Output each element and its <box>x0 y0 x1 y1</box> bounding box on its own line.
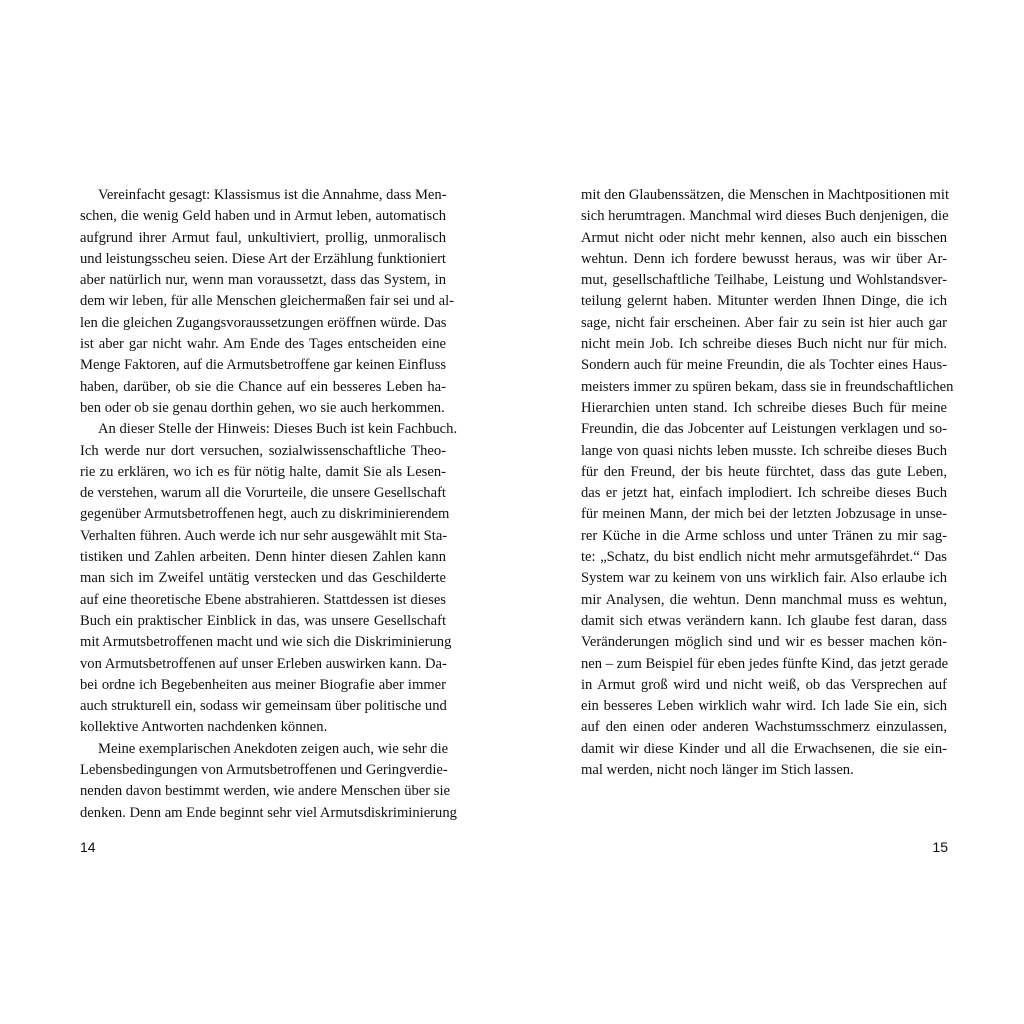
text-line: bei ordne ich Begebenheiten aus meiner Biografie aber immer <box>80 676 446 693</box>
text-line: teilung gelernt haben. Mitunter werden Ihnen Dinge, die ich <box>581 293 947 310</box>
text-line: das er jetzt hat, einfach implodiert. Ich schreibe dieses Buch <box>581 485 947 502</box>
text-line: mal werden, nicht noch länger im Stich lassen. <box>581 762 854 779</box>
text-line: rie zu erklären, wo ich es für nötig halte, damit Sie als Lesen- <box>80 463 446 480</box>
text-line: System war zu keinem von uns wirklich fair. Also erlaube ich <box>581 570 947 587</box>
text-line: haben, darüber, ob sie die Chance auf ein besseres Leben ha- <box>80 378 446 395</box>
text-line: von Armutsbetroffenen auf unser Erleben auswirken kann. Da- <box>80 655 447 672</box>
text-line: de verstehen, warum all die Vorurteile, die unsere Gesellschaft <box>80 485 446 502</box>
text-line: Veränderungen möglich sind und wir es besser machen kön- <box>581 634 947 651</box>
text-line: Buch ein praktischer Einblick in das, was unsere Gesellschaft <box>80 612 446 629</box>
text-line: Freundin, die das Jobcenter auf Leistungen verklagen und so- <box>581 421 947 438</box>
text-line: mit Armutsbetroffenen macht und wie sich die Diskriminierung <box>80 634 452 651</box>
text-line: lange von quasi nichts leben musste. Ich schreibe dieses Buch <box>581 442 947 459</box>
text-line: mir Analysen, die wehtun. Denn manchmal muss es wehtun, <box>581 591 947 608</box>
text-line: nen – zum Beispiel für eben jedes fünfte Kind, das jetzt gerade <box>581 655 949 672</box>
right-page-number: 15 <box>932 839 948 855</box>
text-line: man sich im Zweifel untätig verstecken und das Geschilderte <box>80 570 446 587</box>
text-line: wehtun. Denn ich fordere bewusst heraus, was wir über Ar- <box>581 250 947 267</box>
text-line: und leistungsscheu seien. Diese Art der Erzählung funktioniert <box>80 250 446 267</box>
text-line: Lebensbedingungen von Armutsbetroffenen und Geringverdie- <box>80 762 448 779</box>
right-page <box>512 0 1024 1024</box>
text-line: nenden davon bestimmt werden, wie andere Menschen über sie <box>80 783 450 800</box>
left-page-text-column <box>80 185 458 824</box>
text-line: denken. Denn am Ende beginnt sehr viel Armutsdiskriminierung <box>80 804 457 821</box>
text-line: Hierarchien unten stand. Ich schreibe dieses Buch für meine <box>581 399 947 416</box>
text-line: rer Küche in die Arme schloss und unter Tränen zu mir sag- <box>581 527 947 544</box>
text-line: damit sich etwas verändern kann. Ich glaube fest daran, dass <box>581 612 947 629</box>
text-line: auch strukturell ein, sodass wir gemeinsam über politische und <box>80 698 447 715</box>
text-line: dem wir leben, für alle Menschen gleichermaßen fair sei und al- <box>80 293 455 310</box>
text-line: aber natürlich nur, wenn man voraussetzt, dass das System, in <box>80 272 446 289</box>
right-page-text-column <box>581 185 954 781</box>
text-line: damit wir diese Kinder und all die Erwachsenen, die sie ein- <box>581 740 947 757</box>
text-line: Armut nicht oder nicht mehr kennen, also auch ein bisschen <box>581 229 947 246</box>
text-line: te: „Schatz, du bist endlich nicht mehr armutsgefährdet.“ Das <box>581 549 947 566</box>
text-line: in Armut groß wird und nicht weiß, ob das Versprechen auf <box>581 676 947 693</box>
text-line: schen, die wenig Geld haben und in Armut leben, automatisch <box>80 208 446 225</box>
text-line: für meinen Mann, der mich bei der letzten Jobzusage in unse- <box>581 506 947 523</box>
text-line: tistiken und Zahlen arbeiten. Denn hinter diesen Zahlen kann <box>80 549 446 566</box>
text-line: sage, nicht fair erscheinen. Aber fair zu sein ist hier auch gar <box>581 314 947 331</box>
text-line: len die gleichen Zugangsvoraussetzungen eröffnen würde. Das <box>80 314 447 331</box>
text-line: Verhalten führen. Auch werde ich nur sehr ausgewählt mit Sta- <box>80 527 448 544</box>
text-line: mit den Glaubenssätzen, die Menschen in Machtpositionen mit <box>581 187 950 203</box>
text-line: Vereinfacht gesagt: Klassismus ist die Annahme, dass Men- <box>98 187 447 203</box>
text-line: Sondern auch für meine Freundin, die als Tochter eines Haus- <box>581 357 947 374</box>
text-line: mut, gesellschaftliche Teilhabe, Leistung und Wohlstandsver- <box>581 272 947 289</box>
text-line: Menge Faktoren, auf die Armutsbetroffene gar keinen Einfluss <box>80 357 447 374</box>
text-line: nicht mein Job. Ich schreibe dieses Buch nicht nur für mich. <box>581 336 947 353</box>
text-line: ist aber gar nicht wahr. Am Ende des Tages entscheiden eine <box>80 336 446 353</box>
text-line: aufgrund ihrer Armut faul, unkultiviert, prollig, unmoralisch <box>80 229 446 246</box>
left-page-number: 14 <box>80 839 96 855</box>
text-line: ein besseres Leben wirklich wahr wird. Ich lade Sie ein, sich <box>581 698 947 715</box>
text-line: meisters immer zu spüren bekam, dass sie in freundschaftlichen <box>581 378 954 395</box>
text-line: kollektive Antworten nachdenken können. <box>80 719 328 736</box>
text-line: auf den einen oder anderen Wachstumsschmerz einzulassen, <box>581 719 947 736</box>
text-line: auf eine theoretische Ebene abstrahieren. Stattdessen ist dieses <box>80 591 446 608</box>
text-line: An dieser Stelle der Hinweis: Dieses Buch ist kein Fachbuch. <box>98 421 458 438</box>
text-line: sich herumtragen. Manchmal wird dieses Buch denjenigen, die <box>581 208 949 225</box>
text-line: Meine exemplarischen Anekdoten zeigen auch, wie sehr die <box>98 740 449 757</box>
text-line: gegenüber Armutsbetroffenen hegt, auch zu diskriminierendem <box>80 506 450 523</box>
text-line: für den Freund, der bis heute fürchtet, dass das gute Leben, <box>581 463 947 480</box>
text-line: Ich werde nur dort versuchen, sozialwissenschaftliche Theo- <box>80 442 446 459</box>
text-line: ben oder ob sie genau dorthin gehen, wo sie auch herkommen. <box>80 399 445 416</box>
